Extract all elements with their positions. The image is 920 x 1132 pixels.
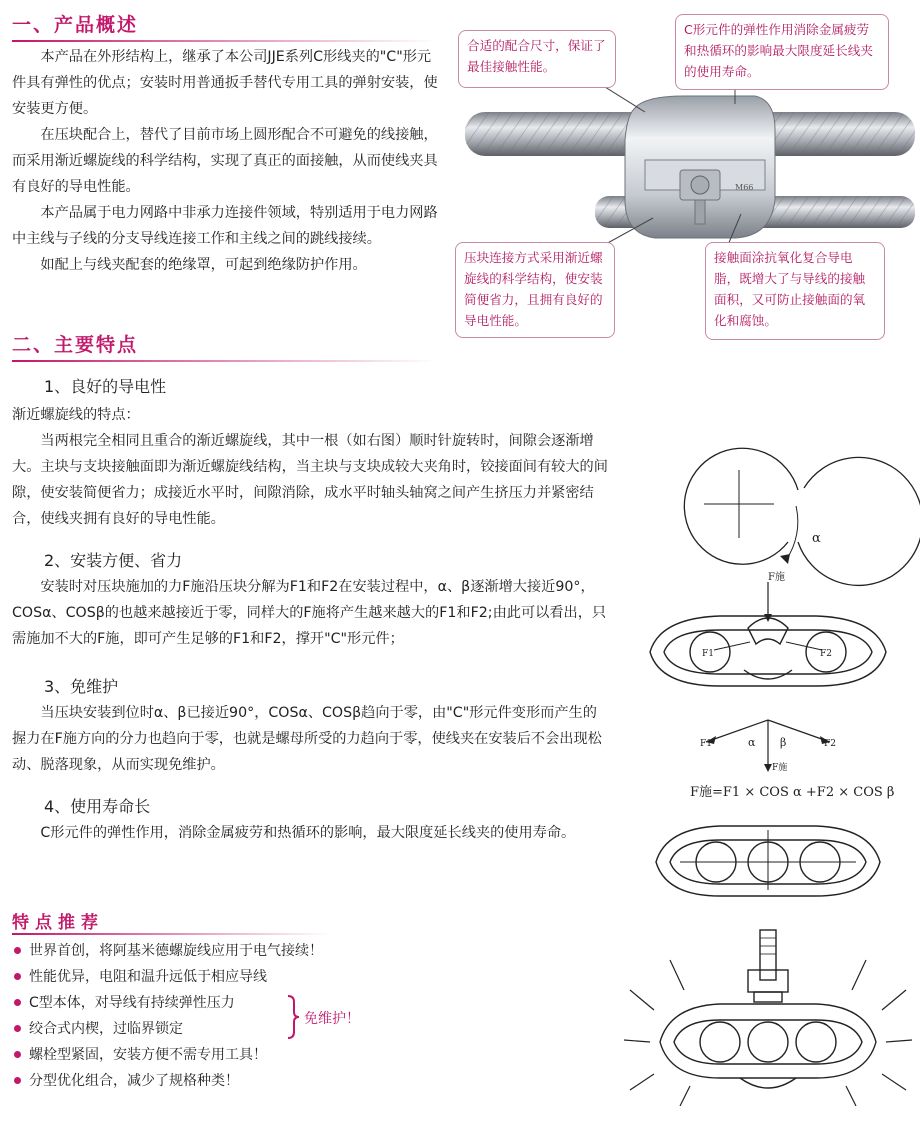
section1-paragraph-2: 在压块配合上，替代了目前市场上圆形配合不可避免的线接触，而采用渐近螺旋线的科学结构，实现了真正的面接触，从而使线夹具有良好的导电性能。	[12, 127, 438, 195]
recommend-item-5	[14, 1044, 267, 1066]
brace-icon	[286, 994, 300, 1040]
feature-4-title: 4、使用寿命长	[44, 797, 151, 816]
bullet-icon	[14, 947, 21, 954]
callout-bottom-left: 压块连接方式采用渐近螺旋线的科学结构，使安装简便省力，且拥有良好的导电性能。	[455, 242, 615, 338]
vector-alpha-label: α	[748, 736, 756, 749]
section1-paragraph-3: 本产品属于电力网路中非承力连接件领域，特别适用于电力网路中主线与子线的分支导线连接工作和主线之间的跳线接续。	[12, 205, 438, 247]
callout-top-left: 合适的配合尺寸，保证了最佳接触性能。	[458, 30, 616, 88]
force1-f1-label: F1	[702, 649, 714, 659]
spiral-alpha-label: α	[812, 531, 821, 546]
section2-title: 二、主要特点	[12, 334, 139, 356]
section1-underline	[12, 40, 437, 42]
pressure-arrows	[624, 960, 912, 1106]
vector-diagram	[700, 720, 836, 773]
product-mark: M66	[735, 183, 754, 192]
feature-2-text: 安装时对压块施加的力F施沿压块分解为F1和F2在安装过程中，α、β逐渐增大接近90°，COSα、COSβ的也越来越接近于零，同样大的F施将产生越来越大的F1和F2;由此可以看出，只需施加不大的F施，即可产生足够的F1和F2，撑开"C"形元件；	[12, 579, 607, 647]
brace-label: 免维护！	[304, 1011, 360, 1027]
feature-1-title: 1、良好的导电性	[44, 377, 167, 396]
callout-top-right: C形元件的弹性作用消除金属疲劳和热循环的影响最大限度延长线夹的使用寿命。	[675, 14, 889, 90]
spiral-diagram	[684, 448, 920, 585]
recommend-item-6-text: 分型优化组合，减少了规格种类！	[29, 1073, 239, 1089]
vector-beta-label: β	[780, 736, 787, 749]
feature-4-text: C形元件的弹性作用，消除金属疲劳和热循环的影响，最大限度延长线夹的使用寿命。	[40, 825, 576, 841]
section1-body	[12, 44, 438, 278]
force-formula: F施=F1 × COS α +F2 × COS β	[690, 785, 895, 800]
force-diagram-1	[650, 571, 886, 686]
feature-3-body	[12, 700, 608, 778]
bullet-icon	[14, 1077, 21, 1084]
recommend-item-3	[14, 992, 235, 1014]
feature-2-title: 2、安装方便、省力	[44, 551, 183, 570]
section2-underline	[12, 360, 437, 362]
recommend-item-3-text: C型本体，对导线有持续弹性压力	[29, 995, 235, 1011]
recommend-item-5-text: 螺栓型紧固，安装方便不需专用工具！	[29, 1047, 267, 1063]
feature-4-body	[12, 820, 608, 846]
vector-f2-label: F2	[824, 739, 836, 749]
bullet-icon	[14, 973, 21, 980]
feature-1-text: 当两根完全相同且重合的渐近螺旋线，其中一根（如右图）顺时针旋转时，间隙会逐渐增大。主块与支块接触面即为渐近螺旋线结构，当主块与支块成较大夹角时，铰接面间有较大的间隙，使安装简便省力；成接近水平时，间隙消除，成水平时轴头轴窝之间产生挤压力并紧密结合，使线夹拥有良好的导电性能。	[12, 433, 608, 527]
recommend-underline	[12, 933, 332, 935]
recommend-item-4	[14, 1018, 183, 1040]
recommend-item-1	[14, 940, 323, 962]
bullet-icon	[14, 1051, 21, 1058]
product-illustration	[445, 0, 915, 350]
recommend-item-4-text: 绞合式内楔，过临界锁定	[29, 1021, 183, 1037]
recommend-item-2-text: 性能优异，电阻和温升远低于相应导线	[29, 969, 267, 985]
force-diagram-3	[660, 930, 876, 1088]
recommend-item-1-text: 世界首创，将阿基米德螺旋线应用于电气接续！	[29, 943, 323, 959]
vector-apply-label: F施	[772, 763, 788, 773]
section1-paragraph-4: 如配上与线夹配套的绝缘罩，可起到绝缘防护作用。	[40, 257, 367, 273]
force-diagram-2	[656, 826, 880, 896]
feature-3-title: 3、免维护	[44, 677, 119, 696]
force1-apply-label: F施	[768, 572, 785, 583]
recommend-title: 特点推荐	[12, 913, 104, 933]
feature-1-body	[12, 428, 608, 532]
feature-3-text: 当压块安装到位时α、β已接近90°，COSα、COSβ趋向于零，由"C"形元件变形而产生的握力在F施方向的分力也趋向于零，也就是螺母所受的力趋向于零，使线夹在安装后不会出现松动、脱落现象，从而实现免维护。	[12, 705, 602, 773]
bullet-icon	[14, 1025, 21, 1032]
callout-bottom-right: 接触面涂抗氧化复合导电脂，既增大了与导线的接触面积，又可防止接触面的氧化和腐蚀。	[705, 242, 885, 340]
clamp-body	[625, 96, 775, 238]
force1-f2-label: F2	[820, 649, 832, 659]
feature-2-body	[12, 574, 608, 652]
section1-paragraph-1: 本产品在外形结构上，继承了本公司JJE系列C形线夹的"C"形元件具有弹性的优点；安装时用普通扳手替代专用工具的弹射安装，使安装更方便。	[12, 49, 438, 117]
recommend-item-6	[14, 1070, 239, 1092]
feature-1-lead: 渐近螺旋线的特点：	[12, 407, 140, 423]
mechanics-diagrams	[620, 430, 920, 1110]
recommend-item-2	[14, 966, 267, 988]
section1-title: 一、产品概述	[12, 14, 139, 36]
vector-f1-label: F1	[700, 739, 712, 749]
bullet-icon	[14, 999, 21, 1006]
